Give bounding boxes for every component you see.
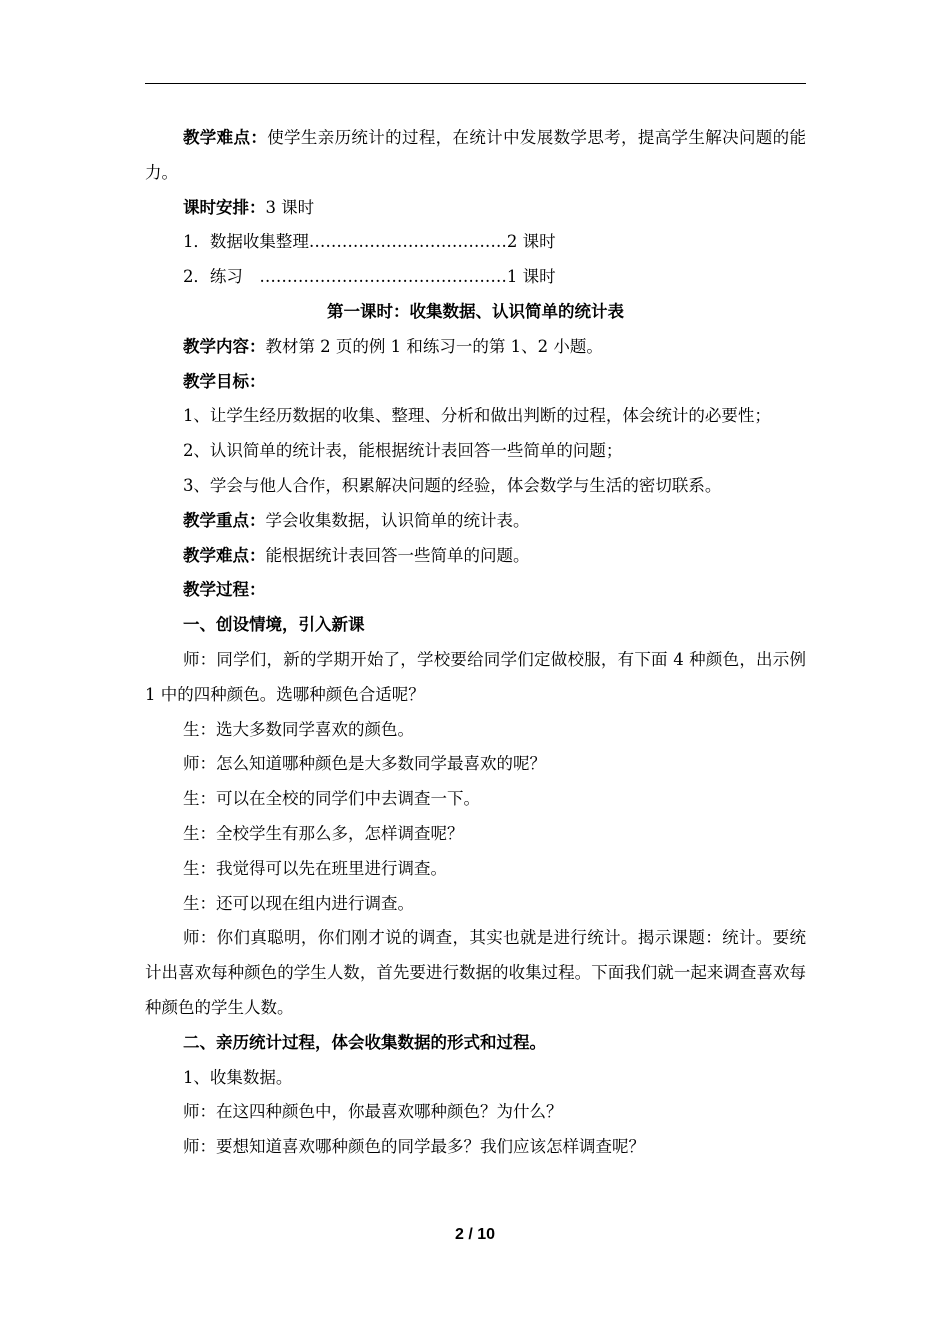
paragraph-schedule (145, 191, 806, 226)
dialogue-line-8: 师：你们真聪明，你们刚才说的调查，其实也就是进行统计。揭示课题：统计。要统计出喜欢每种颜色的学生人数，首先要进行数据的收集过程。下面我们就一起来调查喜欢每种颜色的学生人数。 (145, 928, 806, 1017)
label-process: 教学过程： (182, 580, 266, 600)
dialogue-line-4: 生：可以在全校的同学们中去调查一下。 (182, 789, 480, 809)
header-rule (145, 83, 806, 84)
text-content: 教材第 2 页的例 1 和练习一的第 1、2 小题。 (265, 336, 603, 356)
step-collect-data: 1、收集数据。 (182, 1067, 293, 1087)
text-difficulty: 使学生亲历统计的过程，在统计中发展数学思考，提高学生解决问题的能力。 (145, 128, 807, 182)
label-schedule: 课时安排： (182, 197, 266, 217)
paragraph-difficulty-1 (145, 121, 806, 191)
paragraph-content (145, 330, 806, 365)
paragraph-difficulty-2 (145, 539, 806, 574)
dialogue-line-9: 师：在这四种颜色中，你最喜欢哪种颜色？为什么？ (182, 1102, 563, 1122)
label-difficulty-2: 教学难点： (182, 545, 266, 565)
dialogue-line-7: 生：还可以现在组内进行调查。 (182, 893, 414, 913)
paragraph-goals-heading (145, 365, 806, 400)
goal-item-1: 1、让学生经历数据的收集、整理、分析和做出判断的过程，体会统计的必要性； (182, 406, 771, 426)
page-number: 2 / 10 (454, 1226, 496, 1243)
dialogue-line-10: 师：要想知道喜欢哪种颜色的同学最多？我们应该怎样调查呢？ (182, 1137, 645, 1157)
label-key-point: 教学重点： (182, 510, 266, 530)
goal-item-3: 3、学会与他人合作，积累解决问题的经验，体会数学与生活的密切联系。 (182, 475, 722, 495)
dialogue-line-6: 生：我觉得可以先在班里进行调查。 (182, 858, 447, 878)
text-difficulty-2: 能根据统计表回答一些简单的问题。 (265, 545, 530, 565)
dialogue-line-2: 生：选大多数同学喜欢的颜色。 (182, 719, 414, 739)
text-schedule: 3 课时 (265, 197, 315, 217)
schedule-item-2: 2．练习 ………………………………………1 课时 (182, 267, 556, 287)
label-content: 教学内容： (182, 336, 266, 356)
label-goals: 教学目标： (182, 371, 266, 391)
dialogue-line-1: 师：同学们，新的学期开始了，学校要给同学们定做校服，有下面 4 种颜色，出示例 1 中的四种颜色。选哪种颜色合适呢？ (145, 649, 806, 704)
dialogue-line-3: 师：怎么知道哪种颜色是大多数同学最喜欢的呢？ (182, 754, 546, 774)
schedule-item-1: 1．数据收集整理………………………………2 课时 (182, 232, 556, 252)
goal-item-2: 2、认识简单的统计表，能根据统计表回答一些简单的问题； (182, 441, 623, 461)
document-body (145, 121, 806, 1165)
paragraph-key-point (145, 504, 806, 539)
dialogue-line-5: 生：全校学生有那么多，怎样调查呢？ (182, 823, 464, 843)
section-heading-1: 一、创设情境，引入新课 (182, 615, 365, 635)
paragraph-process-heading (145, 573, 806, 608)
text-key-point: 学会收集数据，认识简单的统计表。 (265, 510, 530, 530)
section-heading-2: 二、亲历统计过程，体会收集数据的形式和过程。 (182, 1032, 546, 1052)
section-title-lesson-1: 第一课时：收集数据、认识简单的统计表 (327, 301, 624, 321)
label-difficulty: 教学难点： (182, 128, 268, 147)
